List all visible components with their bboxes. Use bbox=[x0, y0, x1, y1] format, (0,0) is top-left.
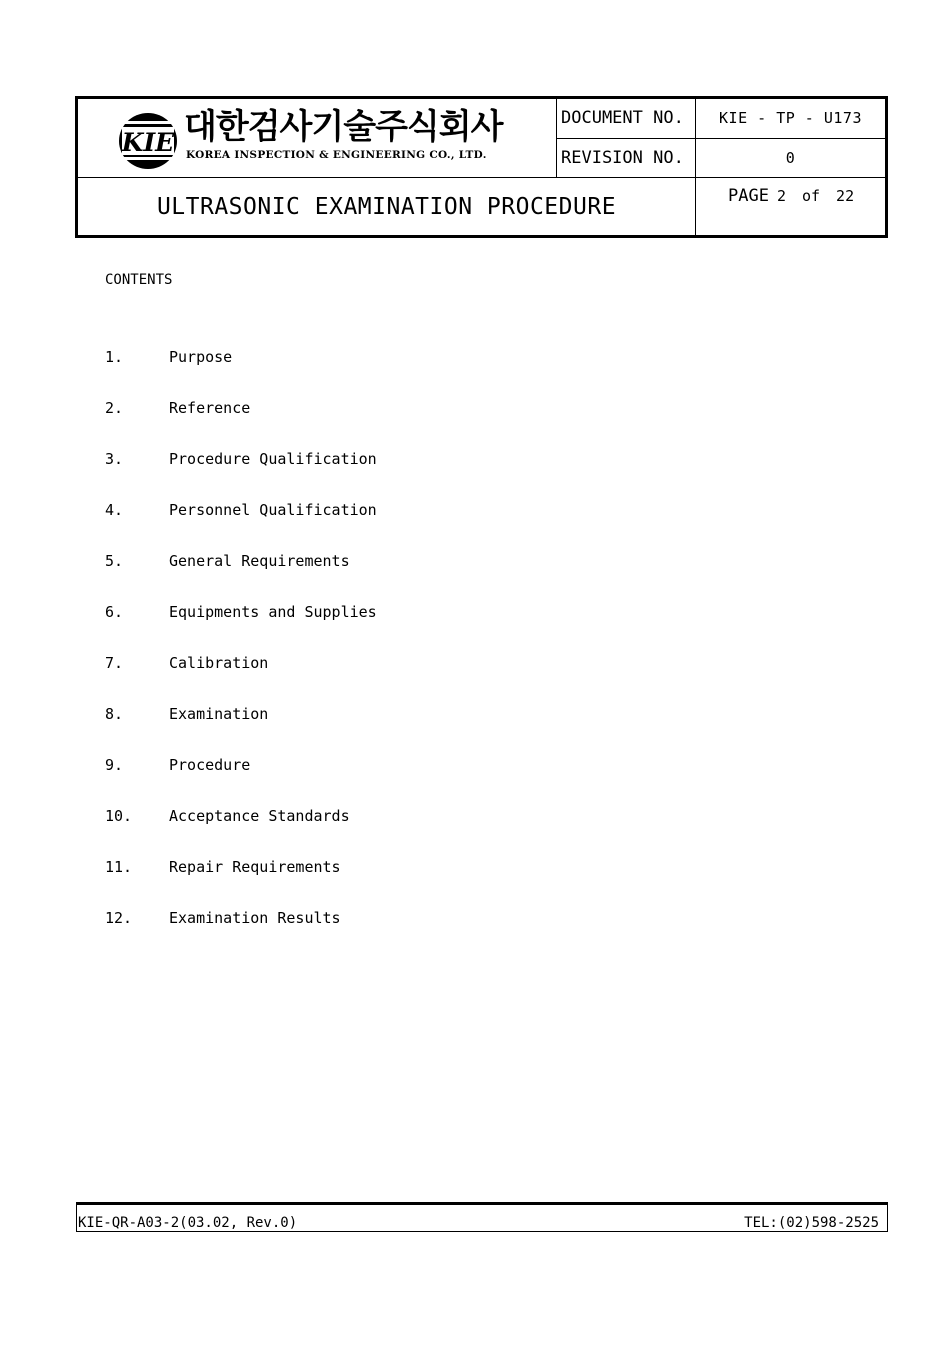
toc-item bbox=[105, 654, 377, 705]
company-logo bbox=[118, 109, 518, 169]
toc-item-label: Calibration bbox=[169, 654, 269, 672]
document-no-value: KIE - TP - U173 bbox=[696, 98, 887, 139]
toc-item bbox=[105, 501, 377, 552]
toc-item-number: 11. bbox=[105, 858, 133, 876]
toc-item bbox=[105, 603, 377, 654]
toc-item-label: Procedure Qualification bbox=[169, 450, 377, 468]
kie-logo-icon bbox=[118, 111, 178, 171]
toc-item-label: Equipments and Supplies bbox=[169, 603, 377, 621]
toc-item-label: Examination Results bbox=[169, 909, 341, 927]
toc-item bbox=[105, 858, 377, 909]
page-number: 2 bbox=[776, 187, 786, 205]
page-of: of bbox=[801, 187, 821, 205]
toc-item bbox=[105, 909, 377, 960]
toc-item-number: 12. bbox=[105, 909, 133, 927]
toc-item bbox=[105, 756, 377, 807]
toc-item-number: 8. bbox=[105, 705, 124, 723]
toc-item-number: 2. bbox=[105, 399, 124, 417]
telephone: TEL:(02)598-2525 bbox=[744, 1215, 879, 1231]
toc-item-label: Purpose bbox=[169, 348, 233, 366]
toc-item-number: 1. bbox=[105, 348, 124, 366]
company-logo-cell bbox=[77, 98, 557, 178]
toc-item-label: Reference bbox=[169, 399, 251, 417]
page-total: 22 bbox=[836, 187, 855, 205]
document-header bbox=[75, 96, 888, 238]
toc-item-number: 10. bbox=[105, 807, 133, 825]
form-number: KIE-QR-A03-2(03.02, Rev.0) bbox=[78, 1215, 298, 1231]
toc-item-number: 6. bbox=[105, 603, 124, 621]
toc-item bbox=[105, 450, 377, 501]
toc-item-number: 3. bbox=[105, 450, 124, 468]
toc-item bbox=[105, 552, 377, 603]
toc-item-label: Examination bbox=[169, 705, 269, 723]
revision-no-label: REVISION NO. bbox=[557, 138, 696, 178]
toc-item bbox=[105, 348, 377, 399]
table-of-contents bbox=[105, 348, 377, 960]
toc-item-number: 9. bbox=[105, 756, 124, 774]
document-footer bbox=[76, 1202, 888, 1232]
company-name-korean: 대한검사기술주식회사 bbox=[184, 107, 503, 147]
revision-no-value: 0 bbox=[696, 138, 887, 178]
toc-item-label: Acceptance Standards bbox=[169, 807, 350, 825]
toc-item bbox=[105, 399, 377, 450]
toc-item-number: 4. bbox=[105, 501, 124, 519]
toc-item-label: Repair Requirements bbox=[169, 858, 341, 876]
document-title: ULTRASONIC EXAMINATION PROCEDURE bbox=[77, 178, 696, 237]
toc-item bbox=[105, 807, 377, 858]
logo-letters: KIE bbox=[121, 128, 175, 157]
toc-item-label: Personnel Qualification bbox=[169, 501, 377, 519]
toc-item-label: General Requirements bbox=[169, 552, 350, 570]
page-indicator bbox=[696, 178, 887, 237]
toc-item-number: 5. bbox=[105, 552, 124, 570]
document-no-label: DOCUMENT NO. bbox=[557, 98, 696, 139]
page-label: PAGE bbox=[728, 186, 769, 206]
toc-item-label: Procedure bbox=[169, 756, 251, 774]
toc-item-number: 7. bbox=[105, 654, 124, 672]
toc-item bbox=[105, 705, 377, 756]
company-name-english: KOREA INSPECTION & ENGINEERING CO., LTD. bbox=[186, 149, 487, 161]
contents-heading: CONTENTS bbox=[105, 272, 173, 288]
